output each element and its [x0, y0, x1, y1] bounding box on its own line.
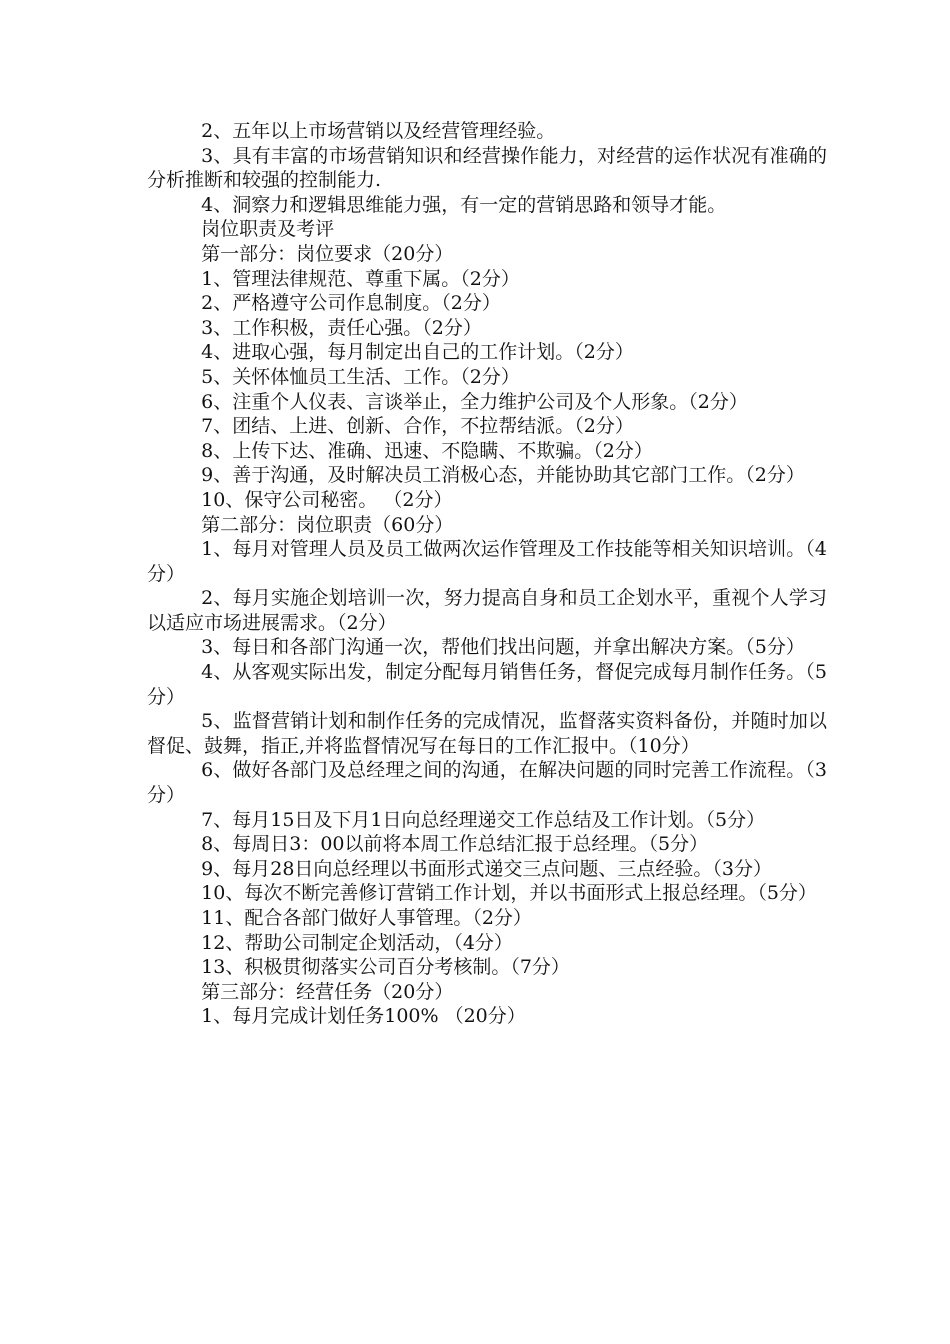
paragraph: 13、积极贯彻落实公司百分考核制。（7分）: [201, 956, 570, 979]
paragraph: 1、管理法律规范、尊重下属。（2分）: [201, 267, 520, 290]
paragraph: 2、五年以上市场营销以及经营管理经验。: [201, 120, 556, 142]
section-heading: 第二部分：岗位职责（60分）: [201, 513, 454, 536]
paragraph: 3、每日和各部门沟通一次，帮他们找出问题，并拿出解决方案。（5分）: [201, 636, 805, 659]
paragraph: 2、每月实施企划培训一次，努力提高自身和员工企划水平，重视个人学习以适应市场进展需求。（2分）: [147, 587, 827, 634]
paragraph: 4、从客观实际出发，制定分配每月销售任务，督促完成每月制作任务。（5分）: [147, 661, 827, 708]
paragraph: 2、严格遵守公司作息制度。（2分）: [201, 292, 501, 315]
paragraph: 7、每月15日及下月1日向总经理递交工作总结及工作计划。（5分）: [201, 808, 766, 831]
document-body: [147, 119, 827, 1029]
paragraph: 10、保守公司秘密。 （2分）: [201, 488, 453, 511]
paragraph: 6、做好各部门及总经理之间的沟通，在解决问题的同时完善工作流程。（3分）: [147, 759, 827, 807]
paragraph: 3、具有丰富的市场营销知识和经营操作能力，对经营的运作状况有准确的分析推断和较强的控制能力.: [147, 144, 827, 192]
paragraph: 7、团结、上进、创新、合作，不拉帮结派。（2分）: [201, 415, 634, 438]
paragraph: 5、监督营销计划和制作任务的完成情况，监督落实资料备份，并随时加以督促、鼓舞，指正,并将监督情况写在每日的工作汇报中。（10分）: [147, 710, 827, 757]
section-heading: 第三部分：经营任务（20分）: [201, 980, 454, 1003]
paragraph: 5、关怀体恤员工生活、工作。（2分）: [201, 365, 520, 388]
paragraph: 8、每周日3：00以前将本周工作总结汇报于总经理。（5分）: [201, 833, 709, 856]
paragraph: 3、工作积极，责任心强。（2分）: [201, 316, 482, 339]
paragraph: 9、每月28日向总经理以书面形式递交三点问题、三点经验。（3分）: [201, 857, 772, 880]
paragraph: 8、上传下达、准确、迅速、不隐瞒、不欺骗。（2分）: [201, 439, 653, 462]
paragraph: 6、注重个人仪表、言谈举止，全力维护公司及个人形象。（2分）: [201, 390, 748, 413]
paragraph: 11、配合各部门做好人事管理。（2分）: [201, 907, 532, 929]
paragraph: 12、帮助公司制定企划活动，（4分）: [201, 931, 513, 954]
paragraph: 9、善于沟通，及时解决员工消极心态，并能协助其它部门工作。（2分）: [201, 464, 805, 487]
paragraph: 4、洞察力和逻辑思维能力强，有一定的营销思路和领导才能。: [201, 193, 727, 216]
section-heading: 第一部分：岗位要求（20分）: [201, 242, 454, 265]
paragraph: 1、每月对管理人员及员工做两次运作管理及工作技能等相关知识培训。（4分）: [147, 538, 827, 585]
paragraph: 4、进取心强，每月制定出自己的工作计划。（2分）: [201, 341, 634, 364]
paragraph: 1、每月完成计划任务100% （20分）: [201, 1005, 526, 1028]
section-heading: 岗位职责及考评: [201, 218, 335, 241]
paragraph: 10、每次不断完善修订营销工作计划，并以书面形式上报总经理。（5分）: [201, 882, 817, 905]
